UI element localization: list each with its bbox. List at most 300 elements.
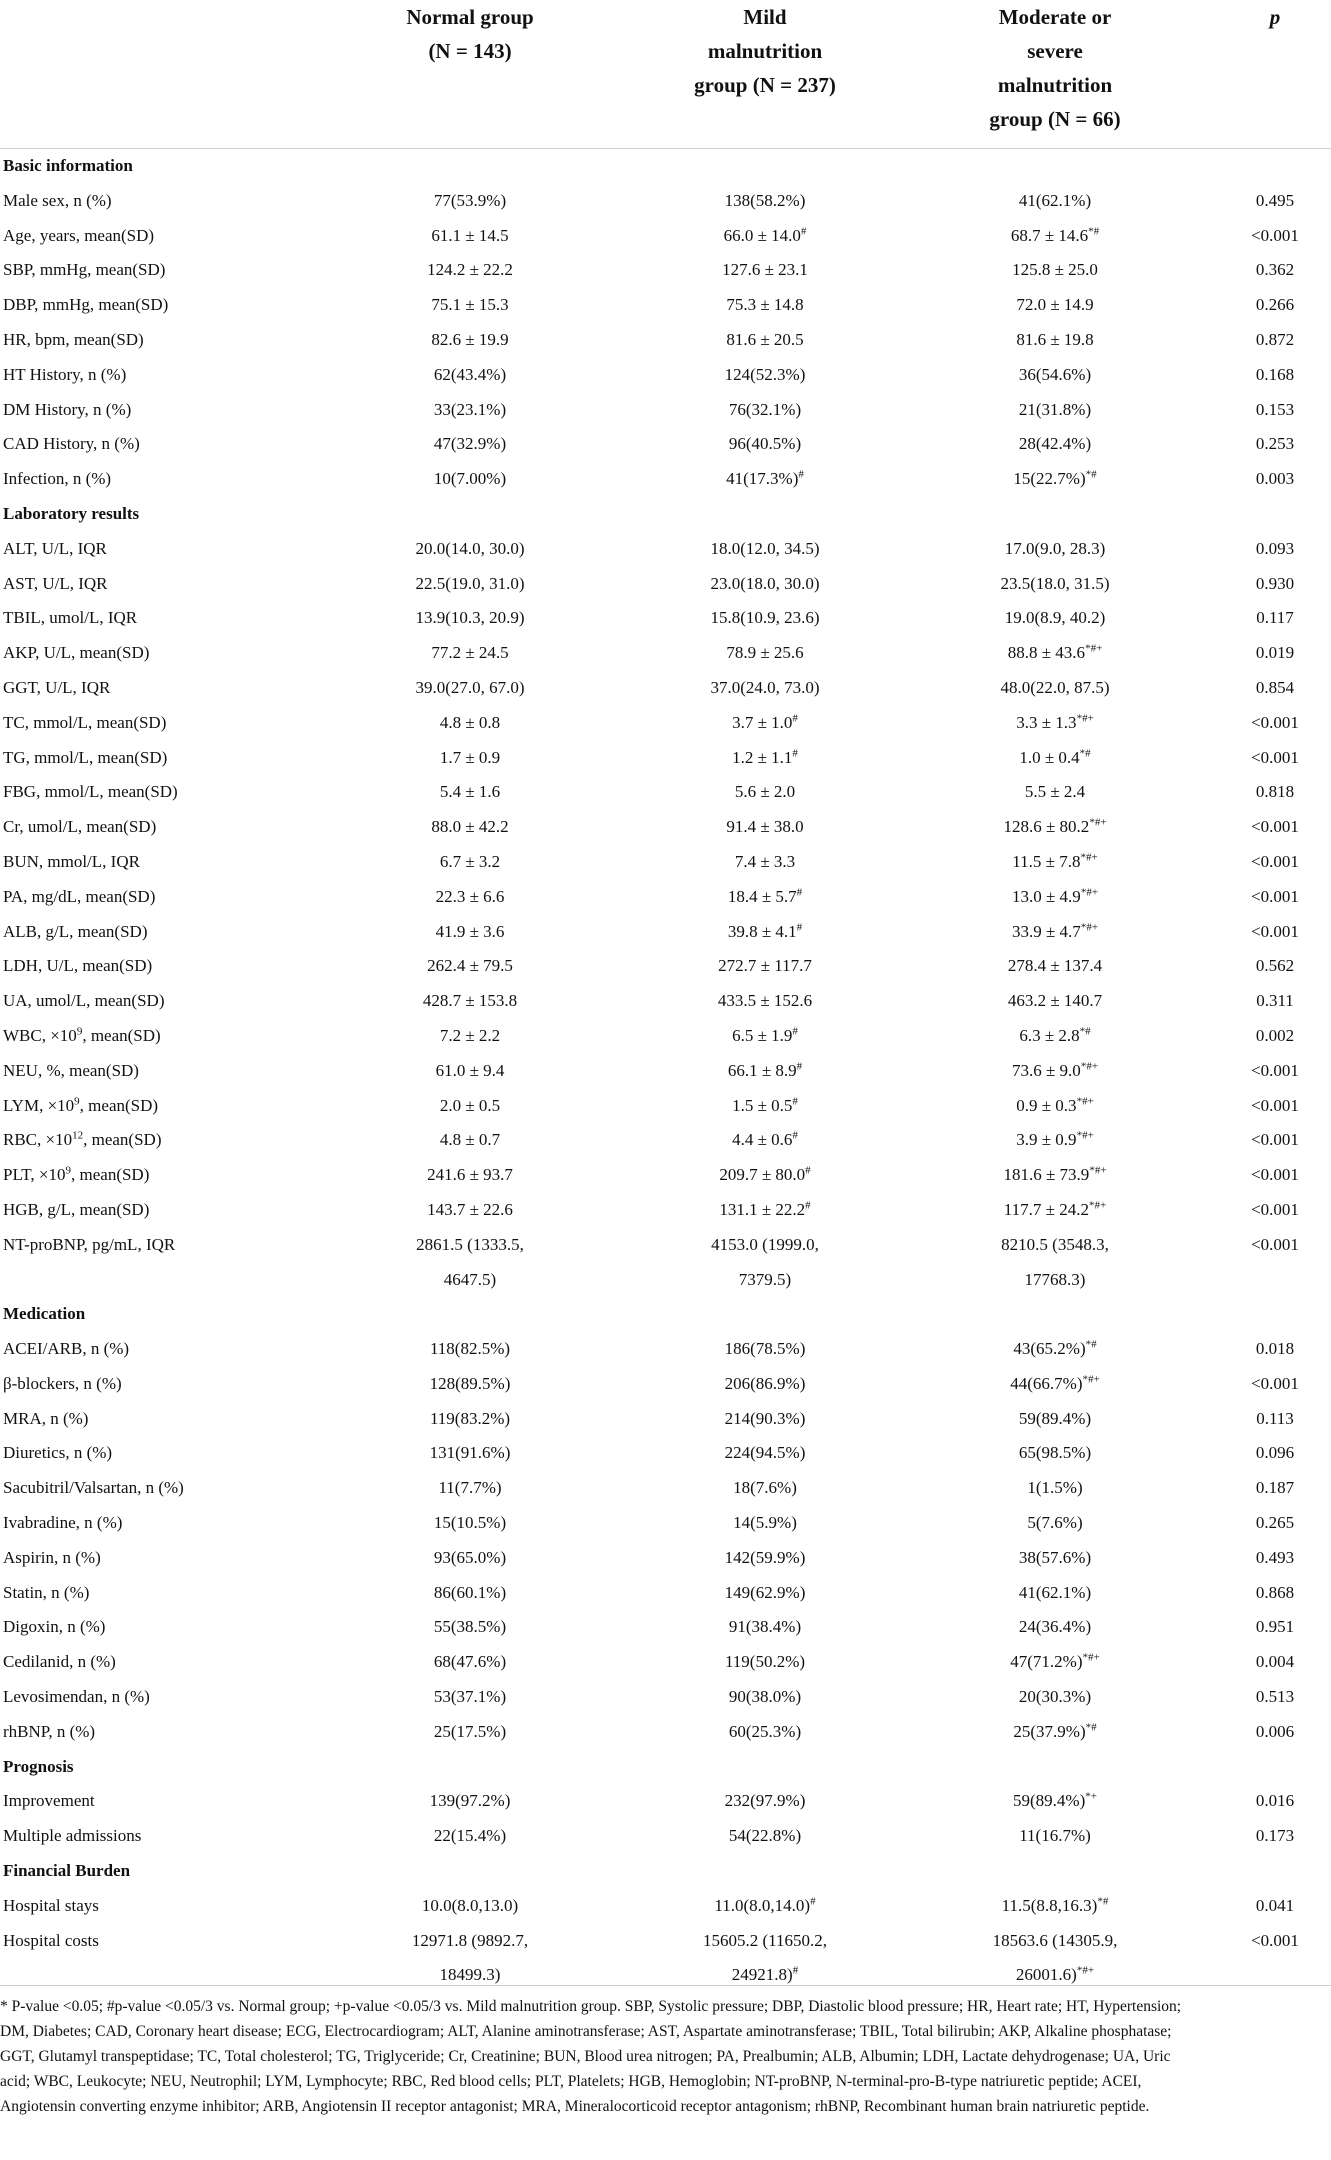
- row-label: [3, 984, 164, 1019]
- cell-mild-value: 124(52.3%): [724, 364, 806, 384]
- cell-moderate: [950, 636, 1160, 671]
- cell-normal-value: 75.1 ± 15.3: [431, 295, 509, 315]
- cell-moderate: [950, 984, 1160, 1019]
- cell-moderate-value: 81.6 ± 19.8: [1016, 329, 1094, 349]
- table-row: [0, 601, 1331, 636]
- cell-mild-value: 18(7.6%): [733, 1478, 797, 1498]
- cell-normal-value: 61.1 ± 14.5: [431, 225, 509, 245]
- cell-moderate-value: 5(7.6%): [1027, 1513, 1083, 1533]
- cell-moderate: [950, 1715, 1160, 1750]
- cell-mild: [660, 915, 870, 950]
- row-label-text: Multiple admissions: [3, 1826, 142, 1846]
- cell-moderate: [950, 1645, 1160, 1680]
- row-label-text: UA, umol/L, mean(SD): [3, 991, 165, 1011]
- row-label-exponent: 12: [72, 1129, 84, 1142]
- table-row: [0, 253, 1331, 288]
- cell-normal-value: 5.4 ± 1.6: [439, 782, 501, 802]
- significance-marker: *#+: [1082, 1651, 1100, 1664]
- row-label: [3, 323, 144, 358]
- cell-normal: [370, 1228, 570, 1298]
- row-label-tail: , mean(SD): [83, 1130, 162, 1150]
- row-label: [3, 1123, 161, 1158]
- cell-mild: [660, 288, 870, 323]
- significance-marker: *#+: [1080, 1060, 1099, 1073]
- cell-mild-value: 18.0(12.0, 34.5): [710, 538, 820, 558]
- cell-mild: [660, 810, 870, 845]
- header-mild-group: Mild malnutrition group (N = 237): [694, 5, 836, 97]
- section-heading-row: [0, 1750, 1331, 1785]
- cell-normal: [370, 358, 570, 393]
- section-heading-row: [0, 149, 1331, 184]
- row-label-text: PLT, ×10: [3, 1165, 66, 1185]
- cell-mild-value: 15605.2 (11650.2, 24921.8): [702, 1930, 828, 1985]
- cell-normal-value: 25(17.5%): [433, 1721, 507, 1741]
- cell-normal: [370, 1158, 570, 1193]
- row-label: [3, 741, 167, 776]
- cell-mild: [660, 358, 870, 393]
- cell-normal-value: 11(7.7%): [438, 1478, 502, 1498]
- significance-marker: #: [798, 468, 804, 481]
- cell-normal: [370, 427, 570, 462]
- table-row: [0, 219, 1331, 254]
- table-row: [0, 636, 1331, 671]
- cell-moderate: [950, 1680, 1160, 1715]
- cell-mild: [660, 845, 870, 880]
- cell-mild-value: 224(94.5%): [724, 1443, 806, 1463]
- significance-marker: *#+: [1076, 712, 1094, 725]
- cell-normal: [370, 706, 570, 741]
- table-row: [0, 810, 1331, 845]
- cell-moderate: [950, 1123, 1160, 1158]
- cell-moderate-value: 23.5(18.0, 31.5): [1000, 573, 1110, 593]
- cell-normal-value: 118(82.5%): [429, 1339, 511, 1359]
- cell-mild: [660, 427, 870, 462]
- row-label-text: PA, mg/dL, mean(SD): [3, 886, 156, 906]
- cell-p: [1215, 1541, 1331, 1576]
- cell-normal: [370, 1089, 570, 1124]
- significance-marker: *#+: [1088, 1199, 1107, 1212]
- cell-moderate: [950, 288, 1160, 323]
- cell-mild: [660, 1576, 870, 1611]
- cell-moderate-value: 38(57.6%): [1018, 1547, 1092, 1567]
- significance-marker: *#+: [1089, 1164, 1107, 1177]
- cell-normal-value: 22.5(19.0, 31.0): [415, 573, 525, 593]
- cell-mild-value: 54(22.8%): [728, 1826, 802, 1846]
- table-row: [0, 1784, 1331, 1819]
- cell-mild-value: 39.8 ± 4.1: [727, 921, 797, 941]
- row-label: [3, 1436, 112, 1471]
- cell-mild: [660, 1367, 870, 1402]
- cell-p-value: 0.495: [1255, 190, 1295, 210]
- cell-normal: [370, 1889, 570, 1924]
- section-heading: Financial Burden: [3, 1861, 131, 1881]
- table-row: [0, 1019, 1331, 1054]
- cell-moderate-value: 128.6 ± 80.2: [1003, 817, 1090, 837]
- cell-p: [1215, 1228, 1331, 1263]
- cell-mild-value: 37.0(24.0, 73.0): [710, 677, 820, 697]
- cell-p: [1215, 1715, 1331, 1750]
- cell-p-value: 0.002: [1255, 1025, 1295, 1045]
- cell-mild-value: 6.5 ± 1.9: [732, 1025, 793, 1045]
- row-label-text: AST, U/L, IQR: [3, 573, 108, 593]
- section-heading-row: [0, 1297, 1331, 1332]
- cell-moderate-value: 18563.6 (14305.9, 26001.6): [992, 1930, 1118, 1985]
- cell-mild: [660, 184, 870, 219]
- cell-mild: [660, 1541, 870, 1576]
- row-label: [3, 636, 149, 671]
- row-label-text: NEU, %, mean(SD): [3, 1060, 139, 1080]
- table-row: [0, 358, 1331, 393]
- cell-normal-value: 428.7 ± 153.8: [422, 991, 518, 1011]
- footnote-line: Angiotensin converting enzyme inhibitor; ARB, Angiotensin II receptor antagonist; MRA, Mineralocorticoid receptor antagonism; rhBNP, Recombinant human brain natriuretic peptide.: [0, 2098, 1150, 2115]
- row-label-text: Sacubitril/Valsartan, n (%): [3, 1478, 184, 1498]
- cell-mild: [660, 1436, 870, 1471]
- cell-moderate-value: 41(62.1%): [1018, 190, 1092, 210]
- cell-normal: [370, 915, 570, 950]
- cell-p-value: 0.003: [1255, 469, 1295, 489]
- cell-mild: [660, 1924, 870, 1994]
- row-label: [3, 462, 111, 497]
- cell-moderate-value: 36(54.6%): [1018, 364, 1092, 384]
- cell-p: [1215, 288, 1331, 323]
- table-row: [0, 184, 1331, 219]
- cell-p-value: 0.041: [1255, 1895, 1295, 1915]
- row-label-exponent: 9: [65, 1164, 71, 1177]
- cell-mild-value: 119(50.2%): [724, 1652, 806, 1672]
- cell-p-value: 0.868: [1255, 1582, 1295, 1602]
- row-label: [3, 601, 137, 636]
- cell-moderate: [950, 810, 1160, 845]
- cell-p-value: <0.001: [1251, 747, 1299, 767]
- cell-normal: [370, 1645, 570, 1680]
- section-heading-row: [0, 497, 1331, 532]
- cell-p-value: 0.117: [1256, 608, 1294, 628]
- row-label-text: Ivabradine, n (%): [3, 1513, 123, 1533]
- cell-normal-value: 2861.5 (1333.5, 4647.5): [416, 1234, 524, 1289]
- cell-moderate: [950, 671, 1160, 706]
- cell-normal: [370, 880, 570, 915]
- cell-moderate-value: 3.3 ± 1.3: [1016, 712, 1077, 732]
- table-row: [0, 1680, 1331, 1715]
- cell-p-value: 0.854: [1255, 677, 1295, 697]
- cell-mild: [660, 949, 870, 984]
- significance-marker: #: [810, 1895, 816, 1908]
- cell-moderate-value: 1.0 ± 0.4: [1019, 747, 1080, 767]
- cell-p-value: 0.562: [1255, 956, 1295, 976]
- cell-p: [1215, 915, 1331, 950]
- table-row: [0, 1436, 1331, 1471]
- table-row: [0, 393, 1331, 428]
- cell-normal-value: 93(65.0%): [433, 1547, 507, 1567]
- cell-moderate: [950, 253, 1160, 288]
- cell-moderate: [950, 601, 1160, 636]
- cell-p-value: 0.187: [1255, 1478, 1295, 1498]
- cell-normal: [370, 1436, 570, 1471]
- cell-moderate-value: 17.0(9.0, 28.3): [1004, 538, 1106, 558]
- cell-mild-value: 1.5 ± 0.5: [732, 1095, 793, 1115]
- cell-mild-value: 214(90.3%): [724, 1408, 806, 1428]
- table-row: [0, 1576, 1331, 1611]
- cell-normal-value: 62(43.4%): [433, 364, 507, 384]
- section-heading: Medication: [3, 1304, 86, 1324]
- cell-moderate: [950, 880, 1160, 915]
- table-row: [0, 532, 1331, 567]
- table-row: [0, 427, 1331, 462]
- cell-moderate-value: 88.8 ± 43.6: [1007, 643, 1086, 663]
- cell-p: [1215, 1784, 1331, 1819]
- row-label-text: rhBNP, n (%): [3, 1721, 96, 1741]
- row-label-text: CAD History, n (%): [3, 434, 140, 454]
- table-row: [0, 1158, 1331, 1193]
- row-label: [3, 1715, 95, 1750]
- significance-marker: *#+: [1089, 816, 1107, 829]
- cell-normal-value: 88.0 ± 42.2: [431, 817, 509, 837]
- cell-moderate-value: 181.6 ± 73.9: [1003, 1165, 1090, 1185]
- row-label: [3, 671, 110, 706]
- cell-p: [1215, 636, 1331, 671]
- significance-marker: *#+: [1085, 642, 1103, 655]
- row-label: [3, 880, 155, 915]
- table-row: [0, 1332, 1331, 1367]
- cell-p-value: <0.001: [1251, 1095, 1299, 1115]
- significance-marker: #: [792, 712, 798, 725]
- row-label-tail: , mean(SD): [71, 1165, 150, 1185]
- cell-moderate: [950, 1576, 1160, 1611]
- row-label: [3, 1332, 129, 1367]
- cell-mild: [660, 1610, 870, 1645]
- cell-normal: [370, 184, 570, 219]
- row-label-text: HGB, g/L, mean(SD): [3, 1199, 150, 1219]
- cell-moderate: [950, 949, 1160, 984]
- cell-normal-value: 86(60.1%): [433, 1582, 507, 1602]
- row-label-text: DM History, n (%): [3, 399, 132, 419]
- cell-mild: [660, 984, 870, 1019]
- cell-moderate-value: 117.7 ± 24.2: [1003, 1199, 1089, 1219]
- cell-p-value: 0.266: [1255, 295, 1295, 315]
- row-label-text: Digoxin, n (%): [3, 1617, 106, 1637]
- row-label: [3, 288, 168, 323]
- row-label-text: TBIL, umol/L, IQR: [3, 608, 138, 628]
- significance-marker: *#: [1085, 1721, 1097, 1734]
- cell-p: [1215, 775, 1331, 810]
- cell-p: [1215, 1436, 1331, 1471]
- cell-normal-value: 47(32.9%): [433, 434, 507, 454]
- row-label-text: Cr, umol/L, mean(SD): [3, 817, 157, 837]
- cell-normal-value: 241.6 ± 93.7: [427, 1165, 513, 1185]
- cell-mild-value: 60(25.3%): [728, 1721, 802, 1741]
- row-label-text: ALT, U/L, IQR: [3, 538, 107, 558]
- row-label-text: SBP, mmHg, mean(SD): [3, 260, 166, 280]
- cell-moderate: [950, 1436, 1160, 1471]
- row-label-text: Hospital stays: [3, 1895, 99, 1915]
- cell-p: [1215, 1123, 1331, 1158]
- row-label-text: Aspirin, n (%): [3, 1547, 101, 1567]
- cell-normal-value: 39.0(27.0, 67.0): [415, 677, 525, 697]
- row-label: [3, 706, 166, 741]
- cell-p: [1215, 845, 1331, 880]
- cell-mild-value: 186(78.5%): [724, 1339, 806, 1359]
- header-normal-group: Normal group (N = 143): [406, 5, 534, 63]
- cell-normal-value: 4.8 ± 0.8: [439, 712, 501, 732]
- row-label-text: Age, years, mean(SD): [3, 225, 155, 245]
- cell-p-value: 0.168: [1255, 364, 1295, 384]
- cell-normal-value: 128(89.5%): [429, 1373, 511, 1393]
- cell-p-value: <0.001: [1251, 921, 1299, 941]
- table-row: [0, 1924, 1331, 1994]
- significance-marker: #: [796, 886, 803, 899]
- cell-p-value: 0.153: [1255, 399, 1295, 419]
- cell-p: [1215, 601, 1331, 636]
- row-label: [3, 1054, 139, 1089]
- cell-moderate-value: 15(22.7%): [1013, 469, 1086, 489]
- row-label-text: HR, bpm, mean(SD): [3, 329, 144, 349]
- cell-mild: [660, 1784, 870, 1819]
- cell-normal-value: 55(38.5%): [433, 1617, 507, 1637]
- cell-p-value: 0.113: [1256, 1408, 1294, 1428]
- significance-marker: *#+: [1082, 1373, 1100, 1386]
- cell-normal: [370, 636, 570, 671]
- cell-moderate-value: 44(66.7%): [1010, 1373, 1083, 1393]
- cell-normal-value: 1.7 ± 0.9: [439, 747, 501, 767]
- section-heading: Laboratory results: [3, 503, 140, 523]
- row-label: [3, 1193, 149, 1228]
- cell-mild: [660, 636, 870, 671]
- table-body: [0, 149, 1331, 1993]
- cell-normal: [370, 1819, 570, 1854]
- cell-normal: [370, 219, 570, 254]
- cell-p: [1215, 1367, 1331, 1402]
- cell-moderate-value: 25(37.9%): [1013, 1721, 1086, 1741]
- cell-moderate: [950, 532, 1160, 567]
- row-label-text: LYM, ×10: [3, 1095, 75, 1115]
- cell-normal-value: 68(47.6%): [433, 1652, 507, 1672]
- table-row: [0, 1715, 1331, 1750]
- cell-p-value: 0.362: [1255, 260, 1295, 280]
- cell-moderate: [950, 915, 1160, 950]
- row-label-text: β-blockers, n (%): [3, 1373, 122, 1393]
- cell-normal-value: 10(7.00%): [433, 469, 507, 489]
- cell-p: [1215, 1645, 1331, 1680]
- row-label-text: LDH, U/L, mean(SD): [3, 956, 153, 976]
- cell-p: [1215, 1680, 1331, 1715]
- cell-mild-value: 18.4 ± 5.7: [727, 886, 797, 906]
- significance-marker: *#+: [1080, 920, 1099, 933]
- cell-normal-value: 4.8 ± 0.7: [439, 1130, 501, 1150]
- cell-mild: [660, 1089, 870, 1124]
- cell-p: [1215, 1576, 1331, 1611]
- cell-mild: [660, 671, 870, 706]
- cell-mild-value: 90(38.0%): [728, 1687, 802, 1707]
- cell-moderate: [950, 1924, 1160, 1994]
- significance-marker: #: [792, 1964, 799, 1977]
- cell-moderate-value: 19.0(8.9, 40.2): [1004, 608, 1106, 628]
- cell-moderate: [950, 462, 1160, 497]
- cell-p-value: <0.001: [1251, 817, 1299, 837]
- significance-marker: *#+: [1076, 1964, 1095, 1977]
- row-label-text: Cedilanid, n (%): [3, 1652, 116, 1672]
- table-row: [0, 1506, 1331, 1541]
- cell-p-value: 0.872: [1255, 329, 1295, 349]
- cell-normal: [370, 1054, 570, 1089]
- row-label: [3, 1610, 105, 1645]
- cell-normal-value: 131(91.6%): [429, 1443, 511, 1463]
- significance-marker: #: [796, 920, 803, 933]
- cell-mild: [660, 1228, 870, 1298]
- cell-p-value: 0.951: [1255, 1617, 1295, 1637]
- cell-p-value: 0.018: [1255, 1339, 1295, 1359]
- cell-p: [1215, 323, 1331, 358]
- cell-moderate-value: 278.4 ± 137.4: [1007, 956, 1103, 976]
- cell-p: [1215, 706, 1331, 741]
- cell-moderate-value: 11.5 ± 7.8: [1012, 851, 1081, 871]
- significance-marker: *#: [1079, 746, 1091, 759]
- table-row: [0, 984, 1331, 1019]
- table-row: [0, 1402, 1331, 1437]
- table-row: [0, 1089, 1331, 1124]
- cell-normal-value: 119(83.2%): [429, 1408, 511, 1428]
- cell-mild-value: 131.1 ± 22.2: [719, 1199, 806, 1219]
- cell-normal-value: 33(23.1%): [433, 399, 507, 419]
- cell-p-value: 0.513: [1255, 1687, 1295, 1707]
- section-heading: Basic information: [3, 156, 133, 175]
- cell-mild: [660, 253, 870, 288]
- row-label-text: Hospital costs: [3, 1930, 99, 1950]
- cell-p: [1215, 1819, 1331, 1854]
- cell-normal: [370, 1332, 570, 1367]
- cell-p-value: 0.818: [1255, 782, 1295, 802]
- cell-normal: [370, 1715, 570, 1750]
- header-moderate-group: Moderate or severe malnutrition group (N = 66): [989, 5, 1121, 131]
- row-label: [3, 1506, 122, 1541]
- row-label-text: Statin, n (%): [3, 1582, 90, 1602]
- cell-moderate-value: 59(89.4%): [1013, 1791, 1086, 1811]
- cell-p-value: <0.001: [1251, 851, 1299, 871]
- cell-p-value: 0.253: [1255, 434, 1295, 454]
- cell-moderate: [950, 1506, 1160, 1541]
- row-label-exponent: 9: [76, 1025, 83, 1038]
- cell-moderate-value: 28(42.4%): [1018, 434, 1092, 454]
- table-row: [0, 1193, 1331, 1228]
- cell-normal: [370, 984, 570, 1019]
- significance-marker: *#: [1085, 1338, 1097, 1351]
- cell-mild: [660, 323, 870, 358]
- cell-normal-value: 262.4 ± 79.5: [427, 956, 513, 976]
- cell-moderate: [950, 1819, 1160, 1854]
- row-label-text: TG, mmol/L, mean(SD): [3, 747, 168, 767]
- cell-mild-value: 96(40.5%): [728, 434, 802, 454]
- cell-mild-value: 66.0 ± 14.0: [723, 225, 801, 245]
- cell-mild-value: 232(97.9%): [724, 1791, 806, 1811]
- cell-mild: [660, 1019, 870, 1054]
- cell-p: [1215, 1471, 1331, 1506]
- cell-p: [1215, 880, 1331, 915]
- table-row: [0, 1367, 1331, 1402]
- cell-p: [1215, 949, 1331, 984]
- cell-normal-value: 20.0(14.0, 30.0): [415, 538, 525, 558]
- row-label-text: HT History, n (%): [3, 364, 127, 384]
- cell-p: [1215, 358, 1331, 393]
- cell-normal: [370, 1680, 570, 1715]
- significance-marker: #: [792, 746, 798, 759]
- cell-normal: [370, 1541, 570, 1576]
- cell-mild-value: 4153.0 (1999.0, 7379.5): [711, 1234, 819, 1289]
- row-label: [3, 1019, 161, 1054]
- cell-mild-value: 78.9 ± 25.6: [726, 643, 804, 663]
- significance-marker: #: [796, 1060, 803, 1073]
- cell-mild-value: 66.1 ± 8.9: [727, 1060, 797, 1080]
- cell-p: [1215, 462, 1331, 497]
- cell-moderate-value: 8210.5 (3548.3, 17768.3): [1001, 1234, 1109, 1289]
